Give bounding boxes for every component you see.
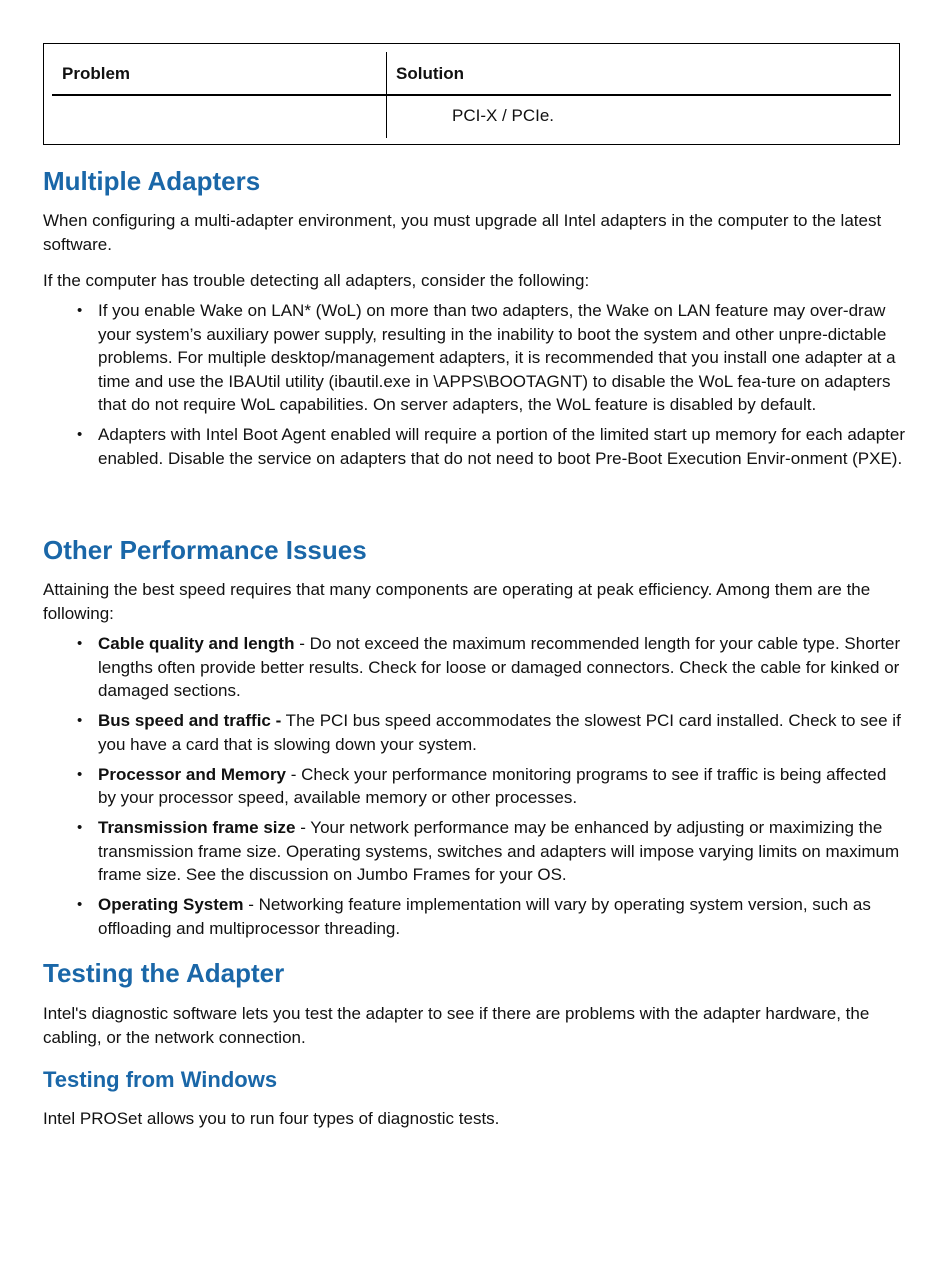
list-item: • Adapters with Intel Boot Agent enabled will require a portion of the limited start up memory for each adapter enabled. Disable the service on adapters that do not need to boot Pre-Boot Execution Envir-onment (PXE). [43, 423, 908, 470]
table-header-divider [52, 94, 891, 96]
paragraph-diagnostic-software: Intel's diagnostic software lets you test the adapter to see if there are problems with the adapter hardware, the cabling, or the network connection. [43, 1004, 870, 1047]
paragraph-proset-tests: Intel PROSet allows you to run four types of diagnostic tests. [43, 1109, 500, 1128]
list-item-term: Cable quality and length [98, 634, 295, 653]
heading-testing-from-windows: Testing from Windows [43, 1067, 278, 1092]
performance-factors-list [43, 632, 908, 947]
multiple-adapters-list [43, 299, 908, 477]
list-item-term: Operating System [98, 895, 244, 914]
table-header-solution: Solution [396, 64, 464, 83]
paragraph-multi-adapter-intro: When configuring a multi-adapter environment, you must upgrade all Intel adapters in the computer to the latest software. [43, 211, 882, 254]
list-item [43, 763, 908, 810]
paragraph-performance-intro: Attaining the best speed requires that many components are operating at peak efficiency. Among them are the following: [43, 580, 871, 623]
list-item [43, 709, 908, 756]
paragraph-detecting-adapters: If the computer has trouble detecting all adapters, consider the following: [43, 271, 590, 290]
list-item-text: - Check your performance monitoring programs to see if traffic is being affected by your processor speed, available memory or other processes. [98, 764, 887, 807]
list-item: • If you enable Wake on LAN* (WoL) on more than two adapters, the Wake on LAN feature may over-draw your system’s auxiliary power supply, resulting in the inability to boot the system and other unpre-dictable problems. For multiple desktop/management adapters, it is recommended that you install one adapter at a time and use the IBAUtil utility (ibautil.exe in \APPS\BOOTAGNT) to disable the WoL fea-ture on adapters that do not require WoL capabilities. On server adapters, the WoL feature is disabled by default. [43, 299, 908, 417]
list-item-text: - Networking feature implementation will vary by operating system version, such as offloading and multiprocessor threading. [98, 895, 871, 938]
list-item-text: The PCI bus speed accommodates the slowest PCI card installed. Check to see if you have a card that is slowing down your system. [98, 711, 901, 754]
heading-testing-the-adapter: Testing the Adapter [43, 958, 285, 988]
list-item-term: Bus speed and traffic - [98, 711, 282, 730]
list-item-text: - Do not exceed the maximum recommended length for your cable type. Shorter lengths often provide better results. Check for loose or damaged connectors. Check the cable for kinked or damaged sections. [98, 634, 901, 700]
list-item [43, 893, 908, 940]
table-column-divider [386, 52, 387, 138]
list-item-term: Transmission frame size [98, 818, 296, 837]
table-cell-solution: PCI-X / PCIe. [452, 106, 555, 125]
heading-other-performance-issues: Other Performance Issues [43, 535, 367, 565]
list-item [43, 632, 908, 703]
list-item-term: Processor and Memory [98, 764, 287, 784]
table-header-problem: Problem [62, 64, 131, 83]
list-item-text: - Your network performance may be enhanced by adjusting or maximizing the transmission frame size. Operating systems, switches and adapters will impose varying limits on maximum frame size. See the discussion on Jumbo Frames for your OS. [98, 818, 900, 884]
problem-solution-table [43, 43, 900, 145]
heading-multiple-adapters: Multiple Adapters [43, 166, 261, 196]
list-item [43, 816, 908, 887]
